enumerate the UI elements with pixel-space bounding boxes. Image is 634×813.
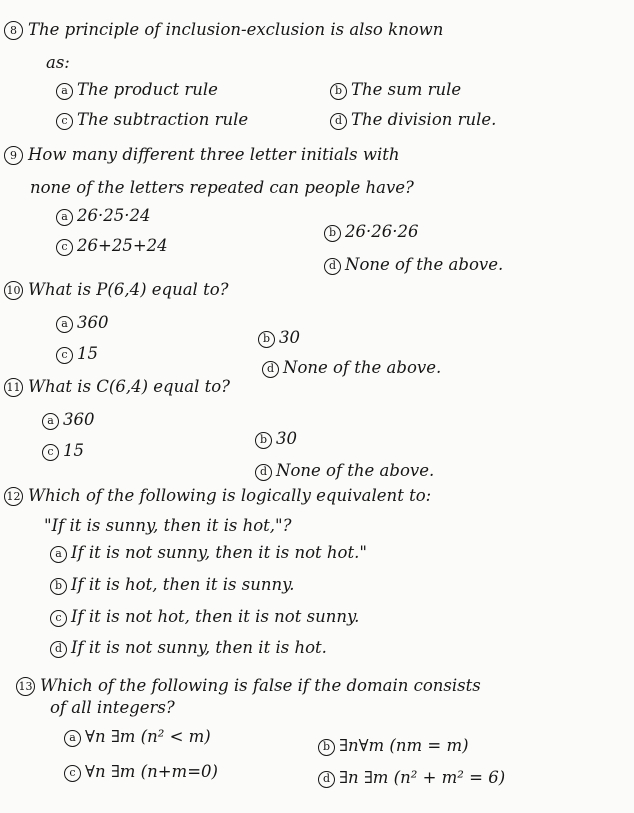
option-a bbox=[56, 206, 150, 226]
option-text: The sum rule bbox=[351, 80, 462, 99]
option-text: ∀n ∃m (n² < m) bbox=[85, 727, 211, 746]
option-text: 30 bbox=[276, 429, 297, 448]
option-b bbox=[324, 222, 418, 242]
option-a bbox=[42, 410, 95, 430]
option-letter-badge: a bbox=[56, 83, 73, 100]
option-a bbox=[56, 313, 109, 333]
option-d bbox=[50, 638, 327, 658]
question-12-line1 bbox=[4, 486, 431, 506]
option-b bbox=[50, 575, 294, 595]
question-9-line2: none of the letters repeated can people have? bbox=[30, 178, 414, 197]
option-letter-badge: d bbox=[50, 641, 67, 658]
option-text: If it is not hot, then it is not sunny. bbox=[71, 607, 360, 626]
option-c bbox=[56, 110, 248, 130]
option-text: None of the above. bbox=[283, 358, 442, 377]
option-letter-badge: d bbox=[255, 464, 272, 481]
question-8-line2: as: bbox=[46, 53, 70, 72]
option-b bbox=[318, 736, 469, 756]
question-number-badge: 8 bbox=[4, 21, 23, 40]
option-letter-badge: c bbox=[56, 347, 73, 364]
option-text: The subtraction rule bbox=[77, 110, 249, 129]
question-9-line1 bbox=[4, 145, 400, 165]
question-text: Which of the following is false if the domain consists bbox=[40, 676, 481, 695]
option-text: 360 bbox=[63, 410, 95, 429]
option-text: None of the above. bbox=[276, 461, 435, 480]
question-13-line2: of all integers? bbox=[50, 698, 175, 717]
option-d bbox=[262, 358, 441, 378]
option-d bbox=[330, 110, 496, 130]
option-letter-badge: a bbox=[56, 209, 73, 226]
option-text: If it is hot, then it is sunny. bbox=[71, 575, 295, 594]
option-b bbox=[258, 328, 300, 348]
question-10-line1 bbox=[4, 280, 228, 300]
option-letter-badge: d bbox=[262, 361, 279, 378]
option-letter-badge: a bbox=[50, 546, 67, 563]
question-number-badge: 11 bbox=[4, 378, 23, 397]
option-letter-badge: d bbox=[318, 771, 335, 788]
option-letter-badge: c bbox=[56, 113, 73, 130]
option-letter-badge: b bbox=[258, 331, 275, 348]
option-text: The product rule bbox=[77, 80, 218, 99]
option-d bbox=[255, 461, 434, 481]
option-text: 26·26·26 bbox=[345, 222, 419, 241]
question-text: How many different three letter initials with bbox=[28, 145, 400, 164]
option-text: 15 bbox=[63, 441, 84, 460]
option-text: 26+25+24 bbox=[77, 236, 168, 255]
option-d bbox=[318, 768, 505, 788]
question-text: What is C(6,4) equal to? bbox=[28, 377, 230, 396]
question-number-badge: 12 bbox=[4, 487, 23, 506]
question-11-line1 bbox=[4, 377, 230, 397]
option-text: ∀n ∃m (n+m=0) bbox=[85, 762, 218, 781]
question-number-badge: 13 bbox=[16, 677, 35, 696]
option-letter-badge: c bbox=[50, 610, 67, 627]
option-text: 30 bbox=[279, 328, 300, 347]
option-a bbox=[50, 543, 367, 563]
option-text: If it is not sunny, then it is hot. bbox=[71, 638, 327, 657]
option-a bbox=[64, 727, 211, 747]
question-number-badge: 10 bbox=[4, 281, 23, 300]
option-letter-badge: d bbox=[330, 113, 347, 130]
option-letter-badge: c bbox=[64, 765, 81, 782]
option-d bbox=[324, 255, 503, 275]
option-text: ∃n∀m (nm = m) bbox=[339, 736, 469, 755]
question-number-badge: 9 bbox=[4, 146, 23, 165]
option-text: ∃n ∃m (n² + m² = 6) bbox=[339, 768, 506, 787]
option-c bbox=[50, 607, 359, 627]
option-letter-badge: c bbox=[56, 239, 73, 256]
option-letter-badge: b bbox=[330, 83, 347, 100]
option-letter-badge: b bbox=[255, 432, 272, 449]
question-13-line1 bbox=[16, 676, 481, 696]
option-letter-badge: a bbox=[64, 730, 81, 747]
option-letter-badge: b bbox=[50, 578, 67, 595]
question-text: Which of the following is logically equivalent to: bbox=[28, 486, 432, 505]
option-letter-badge: b bbox=[324, 225, 341, 242]
option-text: If it is not sunny, then it is not hot." bbox=[71, 543, 367, 562]
option-text: None of the above. bbox=[345, 255, 504, 274]
question-8-line1 bbox=[4, 20, 443, 40]
option-text: 26·25·24 bbox=[77, 206, 151, 225]
option-letter-badge: b bbox=[318, 739, 335, 756]
option-c bbox=[56, 344, 98, 364]
option-letter-badge: c bbox=[42, 444, 59, 461]
option-c bbox=[64, 762, 218, 782]
option-b bbox=[330, 80, 461, 100]
question-12-line2: "If it is sunny, then it is hot,"? bbox=[44, 516, 292, 535]
option-text: 360 bbox=[77, 313, 109, 332]
option-letter-badge: d bbox=[324, 258, 341, 275]
option-c bbox=[42, 441, 84, 461]
option-b bbox=[255, 429, 297, 449]
option-text: 15 bbox=[77, 344, 98, 363]
option-letter-badge: a bbox=[56, 316, 73, 333]
option-letter-badge: a bbox=[42, 413, 59, 430]
option-a bbox=[56, 80, 218, 100]
question-text: What is P(6,4) equal to? bbox=[28, 280, 229, 299]
option-c bbox=[56, 236, 168, 256]
question-text: The principle of inclusion-exclusion is also known bbox=[28, 20, 444, 39]
option-text: The division rule. bbox=[351, 110, 497, 129]
